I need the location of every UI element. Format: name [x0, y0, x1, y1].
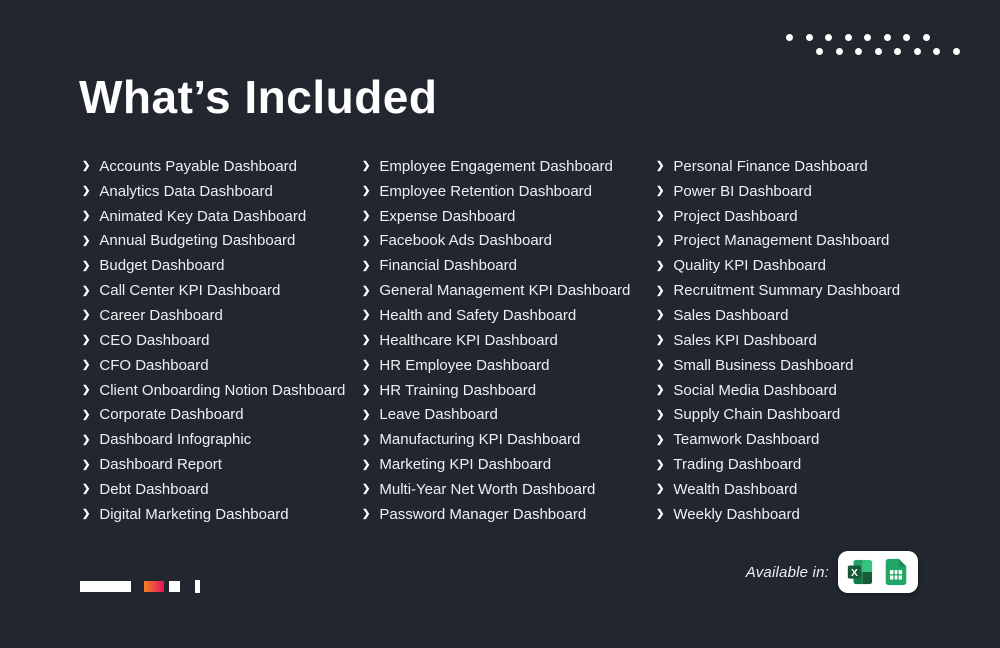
list-item: [362, 452, 630, 477]
list-item-label: Supply Chain Dashboard: [673, 406, 841, 424]
chevron-right-icon: ❯: [362, 409, 371, 421]
chevron-right-icon: ❯: [82, 185, 91, 197]
dot: [816, 48, 823, 55]
list-item: [82, 452, 345, 477]
list-item-label: Manufacturing KPI Dashboard: [379, 431, 581, 449]
chevron-right-icon: ❯: [656, 309, 665, 321]
list-item-label: Health and Safety Dashboard: [379, 306, 577, 324]
list-item: [82, 253, 345, 278]
list-item-label: Social Media Dashboard: [673, 381, 837, 399]
list-item: [82, 353, 345, 378]
chevron-right-icon: ❯: [82, 409, 91, 421]
chevron-right-icon: ❯: [82, 384, 91, 396]
chevron-right-icon: ❯: [82, 285, 91, 297]
list-item: [362, 427, 630, 452]
list-item-label: Financial Dashboard: [379, 257, 517, 275]
chevron-right-icon: ❯: [362, 434, 371, 446]
list-item: [82, 328, 345, 353]
list-item: [656, 154, 900, 179]
list-item-label: Leave Dashboard: [379, 406, 498, 424]
list-item: [362, 204, 630, 229]
chevron-right-icon: ❯: [362, 210, 371, 222]
list-item: [82, 229, 345, 254]
chevron-right-icon: ❯: [82, 309, 91, 321]
decor-bar-gradient: [144, 581, 164, 592]
dot: [903, 34, 910, 41]
list-item: [656, 278, 900, 303]
dot: [864, 34, 871, 41]
dot: [855, 48, 862, 55]
list-item-label: Accounts Payable Dashboard: [99, 157, 298, 175]
chevron-right-icon: ❯: [656, 334, 665, 346]
list-item-label: Facebook Ads Dashboard: [379, 232, 553, 250]
chevron-right-icon: ❯: [656, 235, 665, 247]
list-item-label: Sales Dashboard: [673, 306, 789, 324]
list-item-label: General Management KPI Dashboard: [379, 282, 631, 300]
list-item: [362, 502, 630, 527]
list-item: [656, 378, 900, 403]
dot: [806, 34, 813, 41]
list-item: [362, 154, 630, 179]
list-item: [362, 402, 630, 427]
list-item-label: Project Management Dashboard: [673, 232, 890, 250]
list-item-label: Dashboard Report: [99, 456, 222, 474]
dot: [933, 48, 940, 55]
list-item: [362, 253, 630, 278]
list-item: [656, 427, 900, 452]
chevron-right-icon: ❯: [656, 508, 665, 520]
included-column-2: [362, 154, 630, 527]
list-item-label: Project Dashboard: [673, 207, 798, 225]
page-title: What’s Included: [79, 71, 438, 123]
list-item: [656, 229, 900, 254]
list-item: [656, 303, 900, 328]
list-item: [656, 179, 900, 204]
dot: [825, 34, 832, 41]
chevron-right-icon: ❯: [362, 459, 371, 471]
list-item: [82, 502, 345, 527]
list-item-label: Analytics Data Dashboard: [99, 182, 273, 200]
chevron-right-icon: ❯: [82, 508, 91, 520]
list-item: [82, 378, 345, 403]
list-item: [82, 427, 345, 452]
included-column-1: [82, 154, 345, 527]
list-item-label: Teamwork Dashboard: [673, 431, 820, 449]
list-item-label: Employee Retention Dashboard: [379, 182, 593, 200]
chevron-right-icon: ❯: [82, 459, 91, 471]
dot: [953, 48, 960, 55]
list-item-label: Small Business Dashboard: [673, 356, 854, 374]
list-item: [362, 328, 630, 353]
list-item: [362, 477, 630, 502]
dot: [923, 34, 930, 41]
chevron-right-icon: ❯: [82, 334, 91, 346]
list-item-label: Career Dashboard: [99, 306, 223, 324]
list-item: [656, 402, 900, 427]
available-in-section: [746, 551, 918, 593]
list-item-label: Call Center KPI Dashboard: [99, 282, 281, 300]
list-item-label: CEO Dashboard: [99, 331, 210, 349]
list-item-label: Wealth Dashboard: [673, 480, 798, 498]
dots-pattern-row-1: [786, 34, 930, 41]
list-item-label: HR Employee Dashboard: [379, 356, 550, 374]
chevron-right-icon: ❯: [362, 260, 371, 272]
list-item-label: Trading Dashboard: [673, 456, 802, 474]
list-item: [656, 477, 900, 502]
app-icons-card: [838, 551, 918, 593]
list-item-label: Budget Dashboard: [99, 257, 225, 275]
list-item: [82, 278, 345, 303]
chevron-right-icon: ❯: [656, 483, 665, 495]
list-item: [362, 179, 630, 204]
list-item: [656, 204, 900, 229]
chevron-right-icon: ❯: [656, 185, 665, 197]
list-item-label: Animated Key Data Dashboard: [99, 207, 307, 225]
dot: [786, 34, 793, 41]
chevron-right-icon: ❯: [362, 334, 371, 346]
chevron-right-icon: ❯: [656, 160, 665, 172]
list-item-label: Client Onboarding Notion Dashboard: [99, 381, 346, 399]
list-item-label: Annual Budgeting Dashboard: [99, 232, 296, 250]
list-item: [82, 303, 345, 328]
list-item-label: Employee Engagement Dashboard: [379, 157, 613, 175]
chevron-right-icon: ❯: [656, 459, 665, 471]
chevron-right-icon: ❯: [656, 409, 665, 421]
list-item-label: Quality KPI Dashboard: [673, 257, 826, 275]
google-sheets-icon: [881, 557, 911, 587]
chevron-right-icon: ❯: [362, 160, 371, 172]
list-item-label: Weekly Dashboard: [673, 505, 800, 523]
dot: [894, 48, 901, 55]
chevron-right-icon: ❯: [362, 185, 371, 197]
chevron-right-icon: ❯: [656, 384, 665, 396]
available-in-label: Available in:: [745, 563, 829, 581]
chevron-right-icon: ❯: [82, 260, 91, 272]
list-item-label: Recruitment Summary Dashboard: [673, 282, 901, 300]
list-item: [82, 477, 345, 502]
list-item-label: Password Manager Dashboard: [379, 505, 587, 523]
dot: [875, 48, 882, 55]
dot: [914, 48, 921, 55]
list-item: [362, 278, 630, 303]
list-item: [82, 154, 345, 179]
list-item: [82, 402, 345, 427]
list-item: [362, 229, 630, 254]
chevron-right-icon: ❯: [362, 384, 371, 396]
list-item: [362, 378, 630, 403]
list-item: [656, 353, 900, 378]
list-item: [656, 253, 900, 278]
decor-bar-square: [169, 581, 180, 592]
chevron-right-icon: ❯: [362, 508, 371, 520]
list-item: [82, 179, 345, 204]
chevron-right-icon: ❯: [82, 210, 91, 222]
list-item-label: Sales KPI Dashboard: [673, 331, 817, 349]
list-item-label: Multi-Year Net Worth Dashboard: [379, 480, 596, 498]
chevron-right-icon: ❯: [82, 359, 91, 371]
list-item: [656, 328, 900, 353]
chevron-right-icon: ❯: [362, 235, 371, 247]
dot: [836, 48, 843, 55]
included-column-3: [656, 154, 900, 527]
chevron-right-icon: ❯: [656, 359, 665, 371]
list-item: [656, 452, 900, 477]
chevron-right-icon: ❯: [82, 483, 91, 495]
decor-bar-tiny: [195, 580, 200, 593]
list-item-label: Corporate Dashboard: [99, 406, 244, 424]
excel-icon: [845, 557, 875, 587]
list-item-label: Expense Dashboard: [379, 207, 516, 225]
list-item: [362, 303, 630, 328]
chevron-right-icon: ❯: [362, 359, 371, 371]
list-item-label: Debt Dashboard: [99, 480, 209, 498]
chevron-right-icon: ❯: [656, 210, 665, 222]
dot: [845, 34, 852, 41]
chevron-right-icon: ❯: [82, 160, 91, 172]
list-item-label: Dashboard Infographic: [99, 431, 252, 449]
chevron-right-icon: ❯: [82, 434, 91, 446]
list-item: [656, 502, 900, 527]
chevron-right-icon: ❯: [656, 434, 665, 446]
list-item-label: Digital Marketing Dashboard: [99, 505, 289, 523]
list-item: [362, 353, 630, 378]
list-item-label: Healthcare KPI Dashboard: [379, 331, 558, 349]
dot: [884, 34, 891, 41]
list-item-label: Marketing KPI Dashboard: [379, 456, 552, 474]
dots-pattern-row-2: [816, 48, 960, 55]
chevron-right-icon: ❯: [362, 483, 371, 495]
chevron-right-icon: ❯: [362, 285, 371, 297]
chevron-right-icon: ❯: [656, 285, 665, 297]
chevron-right-icon: ❯: [656, 260, 665, 272]
decor-bar-long: [80, 581, 131, 592]
list-item-label: CFO Dashboard: [99, 356, 209, 374]
chevron-right-icon: ❯: [82, 235, 91, 247]
list-item: [82, 204, 345, 229]
list-item-label: Personal Finance Dashboard: [673, 157, 868, 175]
list-item-label: HR Training Dashboard: [379, 381, 537, 399]
chevron-right-icon: ❯: [362, 309, 371, 321]
list-item-label: Power BI Dashboard: [673, 182, 812, 200]
svg-text:X: X: [850, 567, 858, 579]
